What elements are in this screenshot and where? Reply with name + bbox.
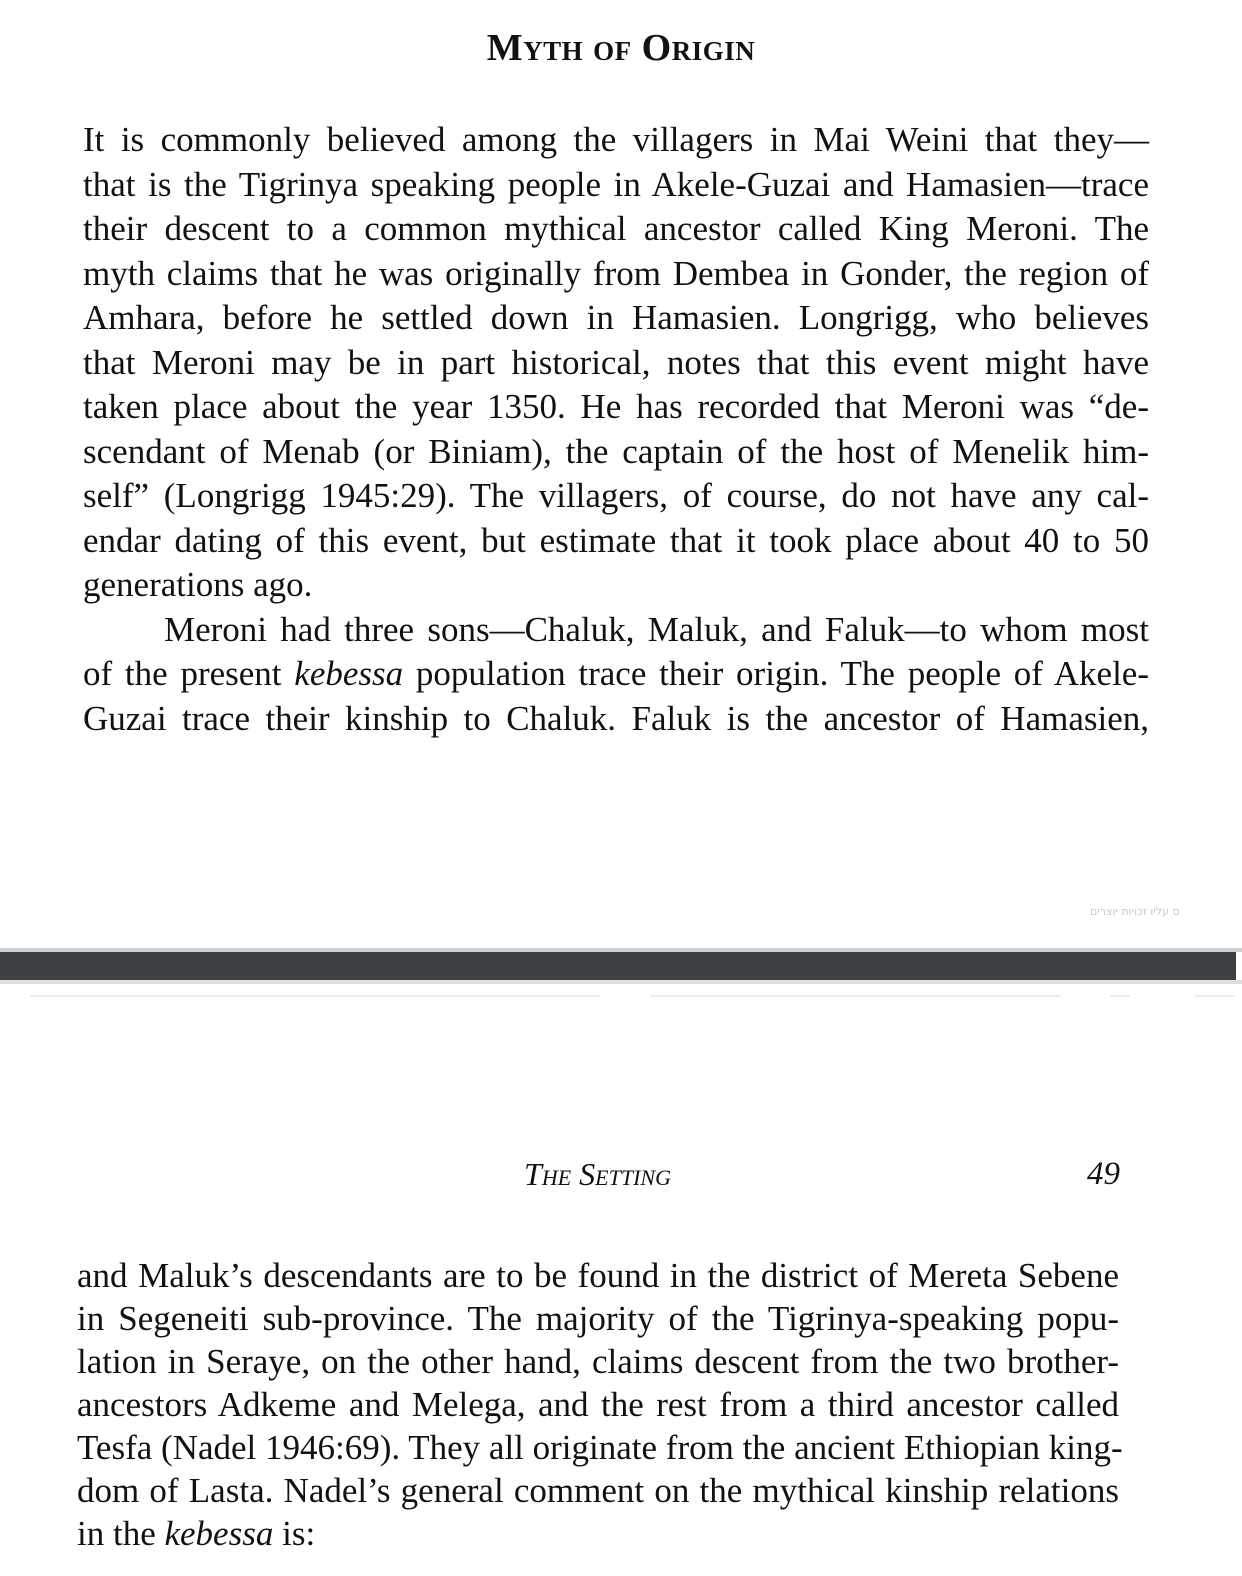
running-head-bottom: The Setting (524, 1156, 671, 1192)
running-head-top: Myth of Origin (486, 27, 756, 69)
faint-rule (1195, 995, 1235, 997)
text-line: generations ago. (83, 565, 313, 604)
text-line: Tesfa (Nadel 1946:69). They all originate from the ancient Ethiopian king- (77, 1428, 1123, 1467)
text-segment: is: (273, 1514, 316, 1553)
text-line: self” (Longrigg 1945:29). The villagers, of course, do not have any cal- (83, 476, 1149, 515)
page-separator (0, 952, 1236, 980)
text-line: taken place about the year 1350. He has recorded that Meroni was “de- (83, 387, 1149, 426)
text-line: in Segeneiti sub-province. The majority of the Tigrinya-speaking popu- (77, 1299, 1119, 1338)
text-line: myth claims that he was originally from Dembea in Gonder, the region of (83, 254, 1149, 293)
text-segment: of the present (83, 654, 295, 693)
text-line (83, 652, 1149, 696)
italic-term: kebessa (164, 1514, 274, 1553)
italic-term: kebessa (294, 654, 404, 693)
paragraph-start-line: Meroni had three sons—Chaluk, Maluk, and Faluk—to whom most (164, 610, 1149, 649)
text-line (77, 1512, 1119, 1556)
text-line: lation in Seraye, on the other hand, claims descent from the two brother- (77, 1342, 1119, 1381)
faint-rule (30, 995, 600, 997)
faint-rule (650, 995, 1060, 997)
text-line: that is the Tigrinya speaking people in Akele-Guzai and Hamasien—trace (83, 165, 1149, 204)
separator-edge (0, 980, 1242, 984)
text-line: It is commonly believed among the villagers in Mai Weini that they— (83, 120, 1149, 159)
text-line: dom of Lasta. Nadel’s general comment on the mythical kinship relations (77, 1471, 1119, 1510)
watermark-text: ס עליו זכויות יוצרים (1090, 905, 1180, 918)
faint-rule (1110, 995, 1130, 997)
text-line: and Maluk’s descendants are to be found in the district of Mereta Sebene (77, 1256, 1119, 1295)
text-line: ancestors Adkeme and Melega, and the rest from a third ancestor called (77, 1385, 1119, 1424)
text-line: Amhara, before he settled down in Hamasien. Longrigg, who believes (83, 298, 1149, 337)
text-line: Guzai trace their kinship to Chaluk. Faluk is the ancestor of Hamasien, (83, 699, 1149, 738)
text-line: that Meroni may be in part historical, notes that this event might have (83, 343, 1149, 382)
text-segment: in the (77, 1514, 165, 1553)
text-line: endar dating of this event, but estimate that it took place about 40 to 50 (83, 521, 1149, 560)
text-line: scendant of Menab (or Biniam), the captain of the host of Menelik him- (83, 432, 1149, 471)
page-number: 49 (1087, 1156, 1120, 1192)
text-line: their descent to a common mythical ancestor called King Meroni. The (83, 209, 1149, 248)
text-segment: population trace their origin. The people of Akele- (403, 654, 1149, 693)
